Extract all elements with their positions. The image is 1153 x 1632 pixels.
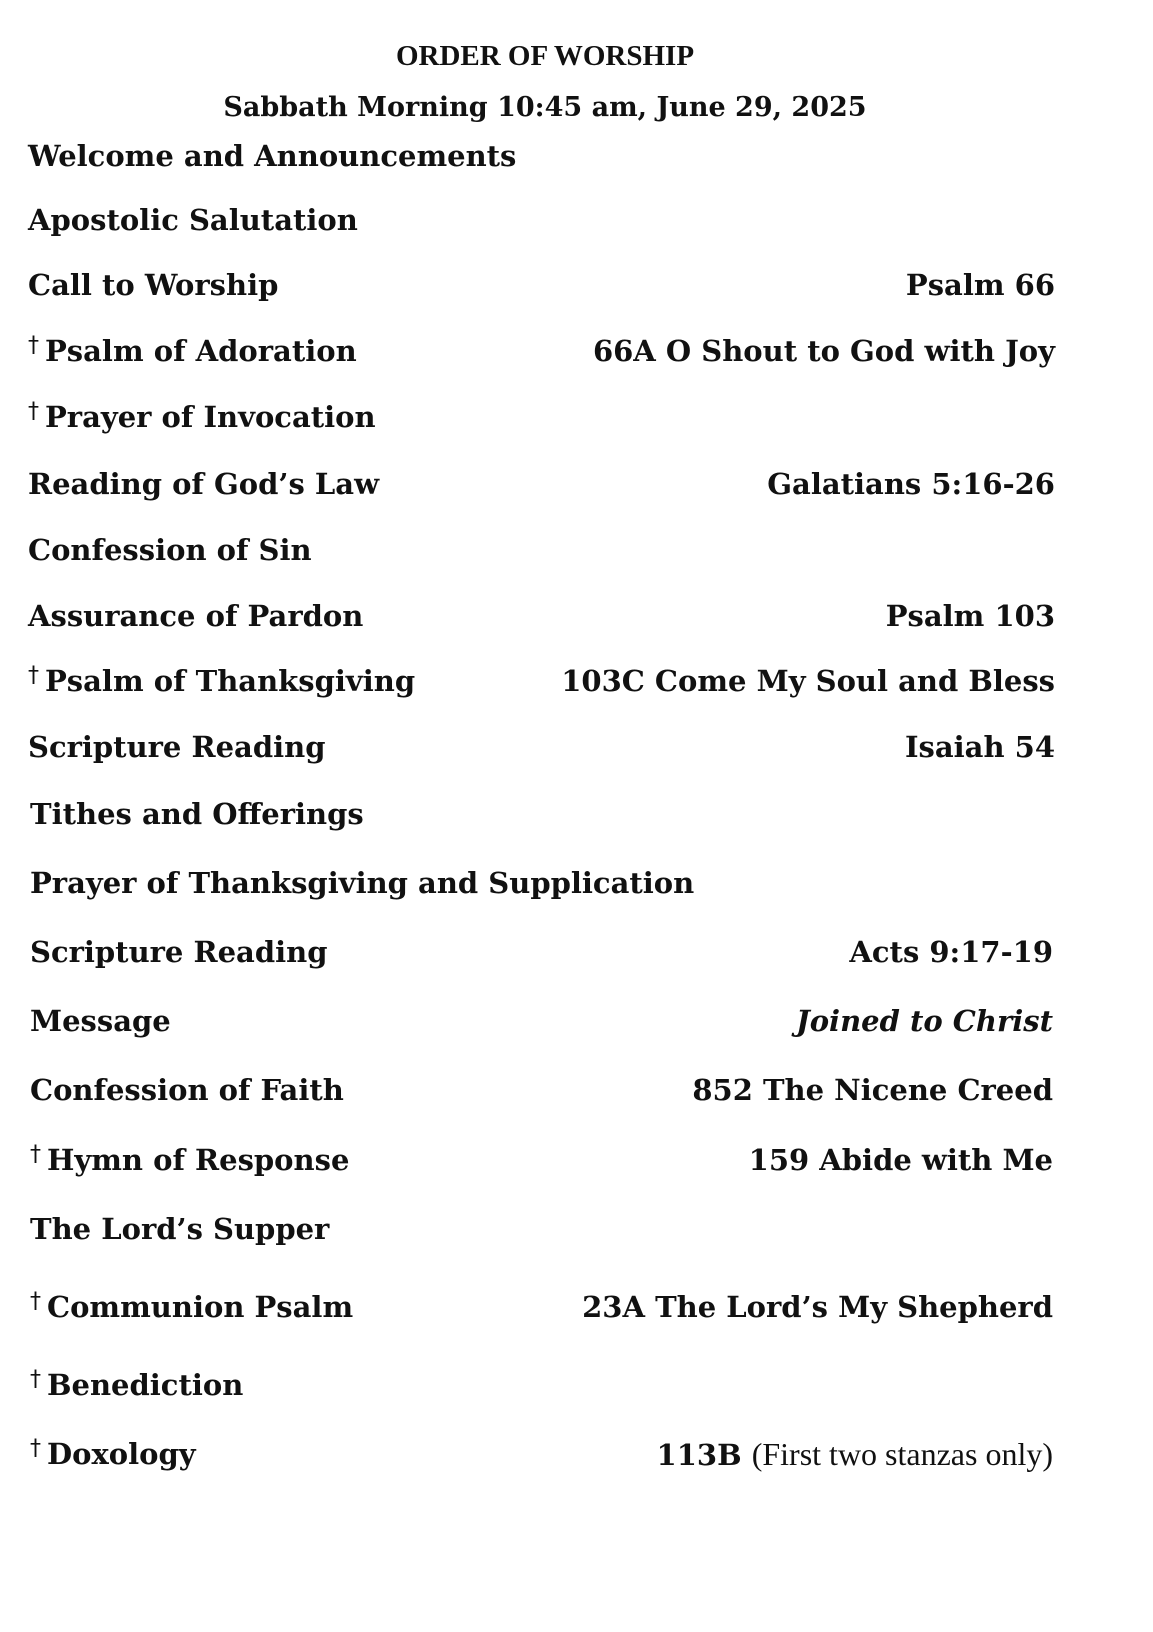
order-item-label-group xyxy=(28,661,415,701)
order-item-detail: 103C Come My Soul and Bless xyxy=(561,664,1055,698)
order-item xyxy=(30,1140,1053,1180)
page-title: ORDER OF WORSHIP xyxy=(395,40,695,72)
order-item-label: Psalm of Thanksgiving xyxy=(45,664,416,698)
order-item-label: Call to Worship xyxy=(28,268,279,302)
sermon-title: Joined to Christ xyxy=(795,1004,1053,1038)
order-item-label: Confession of Faith xyxy=(30,1073,344,1107)
order-item-detail: Psalm 103 xyxy=(885,599,1055,633)
order-item-label: Tithes and Offerings xyxy=(30,797,364,831)
order-item xyxy=(28,200,1055,240)
order-item-label: Reading of God’s Law xyxy=(28,467,380,501)
order-item-label: Scripture Reading xyxy=(30,935,328,969)
order-item-label: Prayer of Invocation xyxy=(45,400,376,434)
order-item xyxy=(28,727,1055,767)
order-item-label: Benediction xyxy=(47,1368,244,1402)
order-item xyxy=(28,397,1055,437)
order-item-label: Message xyxy=(30,1004,171,1038)
order-item-label: Assurance of Pardon xyxy=(28,599,364,633)
order-item-detail-group xyxy=(657,1434,1053,1475)
dagger-icon: † xyxy=(30,1436,41,1461)
order-item xyxy=(30,794,1053,834)
order-item-detail: 852 The Nicene Creed xyxy=(692,1073,1053,1107)
dagger-icon: † xyxy=(30,1289,41,1314)
dagger-icon: † xyxy=(30,1367,41,1392)
order-item-label: Scripture Reading xyxy=(28,730,326,764)
order-item xyxy=(28,530,1055,570)
order-item-label-group xyxy=(30,1287,353,1327)
order-item-label-group xyxy=(30,1365,243,1405)
order-item xyxy=(30,932,1053,972)
order-item xyxy=(30,863,1053,903)
order-item-detail: 113B xyxy=(656,1438,742,1472)
order-item-detail: Galatians 5:16-26 xyxy=(767,467,1055,501)
order-item-detail: 23A The Lord’s My Shepherd xyxy=(582,1290,1053,1324)
order-item xyxy=(30,1434,1053,1474)
order-item-label: Confession of Sin xyxy=(28,533,312,567)
order-item-detail: Psalm 66 xyxy=(905,268,1055,302)
dagger-icon: † xyxy=(30,1142,41,1167)
order-item xyxy=(28,331,1055,371)
order-item-detail: 66A O Shout to God with Joy xyxy=(592,334,1055,368)
order-item xyxy=(30,1287,1053,1327)
order-item xyxy=(30,1001,1053,1041)
order-item xyxy=(28,464,1055,504)
order-item-label-group xyxy=(28,331,357,371)
service-date-time: Sabbath Morning 10:45 am, June 29, 2025 xyxy=(223,92,867,123)
order-item xyxy=(28,596,1055,636)
order-item-label-group xyxy=(30,1140,349,1180)
order-item-label: Hymn of Response xyxy=(47,1143,350,1177)
order-item-detail: Isaiah 54 xyxy=(904,730,1055,764)
order-item-label: Apostolic Salutation xyxy=(28,203,358,237)
order-item xyxy=(30,1365,1053,1405)
order-item xyxy=(30,1070,1053,1110)
order-item-note: (First two stanzas only) xyxy=(751,1436,1053,1472)
order-item-detail: 159 Abide with Me xyxy=(748,1143,1053,1177)
order-item-label: Communion Psalm xyxy=(47,1290,354,1324)
order-item xyxy=(30,1209,1053,1249)
order-item-detail: Acts 9:17-19 xyxy=(849,935,1053,969)
order-item-label: Welcome and Announcements xyxy=(28,139,517,173)
dagger-icon: † xyxy=(28,663,39,688)
order-item xyxy=(28,265,1055,305)
order-item-label: Psalm of Adoration xyxy=(45,334,357,368)
dagger-icon: † xyxy=(28,333,39,358)
order-item-label-group xyxy=(30,1434,196,1474)
order-item-label: Prayer of Thanksgiving and Supplication xyxy=(30,866,695,900)
order-item-label: The Lord’s Supper xyxy=(30,1212,330,1246)
order-item-label-group xyxy=(28,397,376,437)
order-item xyxy=(28,661,1055,701)
dagger-icon: † xyxy=(28,399,39,424)
order-item xyxy=(28,136,1055,176)
order-item-label: Doxology xyxy=(47,1437,196,1471)
